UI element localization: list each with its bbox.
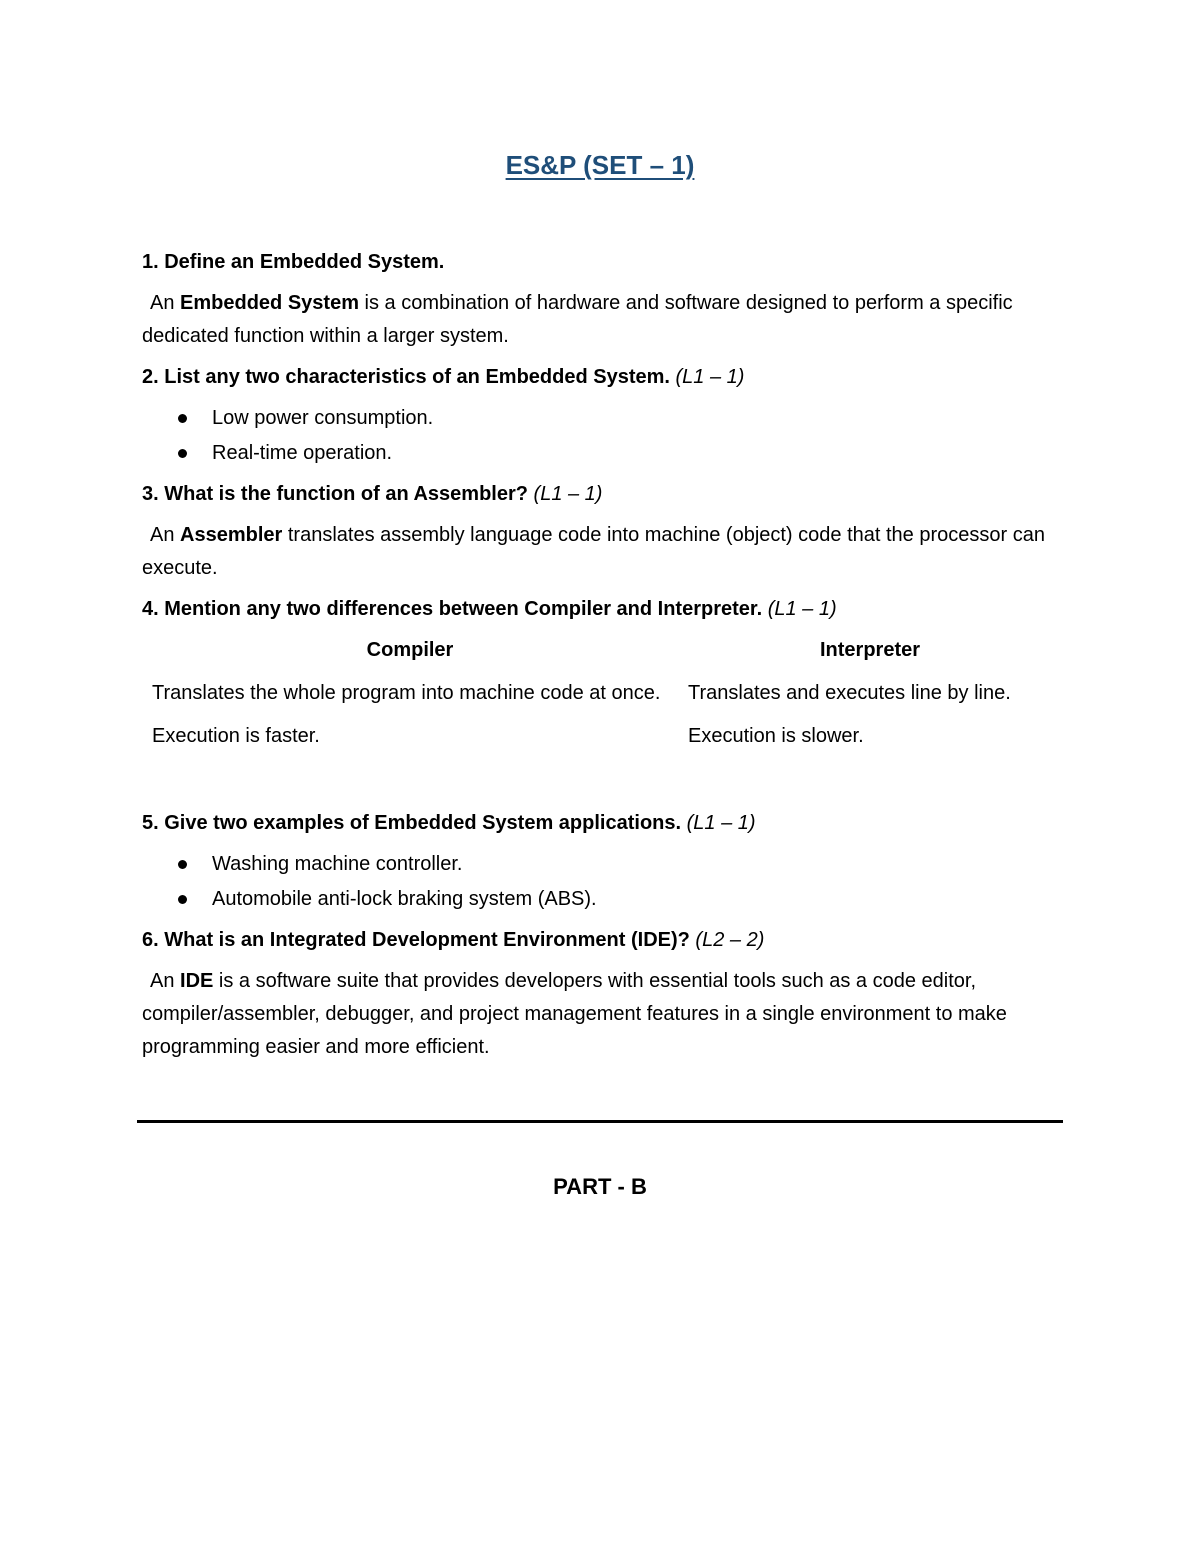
answer-3-term: Assembler — [180, 524, 283, 546]
question-4-text: 4. Mention any two differences between Compiler and Interpreter. — [142, 598, 763, 620]
answer-3 — [142, 519, 1062, 585]
section-divider — [137, 1120, 1063, 1123]
question-5-text: 5. Give two examples of Embedded System applications. — [142, 812, 682, 834]
answer-6-pre: An — [150, 970, 181, 992]
table-cell: Execution is faster. — [152, 725, 320, 747]
question-5 — [142, 807, 1062, 840]
list-item — [142, 883, 1062, 916]
answer-6-term: IDE — [180, 970, 214, 992]
question-5-level: (L1 – 1) — [686, 812, 756, 834]
answer-1-post: is a combination of hardware and software designed to perform a specific dedicated function within a larger system. — [142, 292, 1013, 347]
list-item-text: Automobile anti-lock braking system (ABS). — [212, 888, 597, 910]
question-list — [142, 246, 1062, 1072]
question-3-text: 3. What is the function of an Assembler? — [142, 483, 528, 505]
bullet-icon — [178, 860, 187, 869]
table-cell: Translates and executes line by line. — [688, 682, 1011, 704]
bullet-icon — [178, 414, 187, 423]
bullet-icon — [178, 449, 187, 458]
table-header-row — [142, 634, 1062, 677]
answer-6-post: is a software suite that provides developers with essential tools such as a code editor, compiler/assembler, debugger, and project management features in a single environment to make programming easier and more efficient. — [142, 970, 1007, 1058]
page-title: ES&P (SET – 1) — [505, 150, 695, 180]
answer-3-pre: An — [150, 524, 181, 546]
question-2-level: (L1 – 1) — [675, 366, 745, 388]
list-item-text: Real-time operation. — [212, 442, 393, 464]
question-2-text: 2. List any two characteristics of an Embedded System. — [142, 366, 670, 388]
list-item-text: Washing machine controller. — [212, 853, 463, 875]
table-header-interpreter: Interpreter — [819, 639, 921, 661]
answer-1-pre: An — [150, 292, 181, 314]
question-2 — [142, 361, 1062, 394]
answer-3-post: translates assembly language code into machine (object) code that the processor can execute. — [142, 524, 1045, 579]
answer-1 — [142, 287, 1062, 353]
question-6-level: (L2 – 2) — [695, 929, 765, 951]
list-item — [142, 437, 1062, 470]
table-row — [142, 677, 1062, 720]
section-heading-part-b: PART - B — [553, 1174, 647, 1199]
question-1-text: 1. Define an Embedded System. — [142, 251, 445, 273]
answer-1-term: Embedded System — [180, 292, 359, 314]
comparison-table — [142, 634, 1062, 763]
question-4 — [142, 593, 1062, 626]
question-3-level: (L1 – 1) — [533, 483, 603, 505]
question-6-text: 6. What is an Integrated Development Environment (IDE)? — [142, 929, 690, 951]
list-item-text: Low power consumption. — [212, 407, 434, 429]
table-cell: Execution is slower. — [688, 725, 864, 747]
list-item — [142, 848, 1062, 881]
answer-5-list — [142, 848, 1062, 916]
table-cell: Translates the whole program into machine code at once. — [152, 682, 661, 704]
question-3 — [142, 478, 1062, 511]
question-6 — [142, 924, 1062, 957]
list-item — [142, 402, 1062, 435]
answer-2-list — [142, 402, 1062, 470]
answer-6 — [142, 965, 1062, 1064]
table-header-compiler: Compiler — [366, 639, 454, 661]
question-1 — [142, 246, 1062, 279]
table-row — [142, 720, 1062, 763]
bullet-icon — [178, 895, 187, 904]
question-4-level: (L1 – 1) — [767, 598, 837, 620]
